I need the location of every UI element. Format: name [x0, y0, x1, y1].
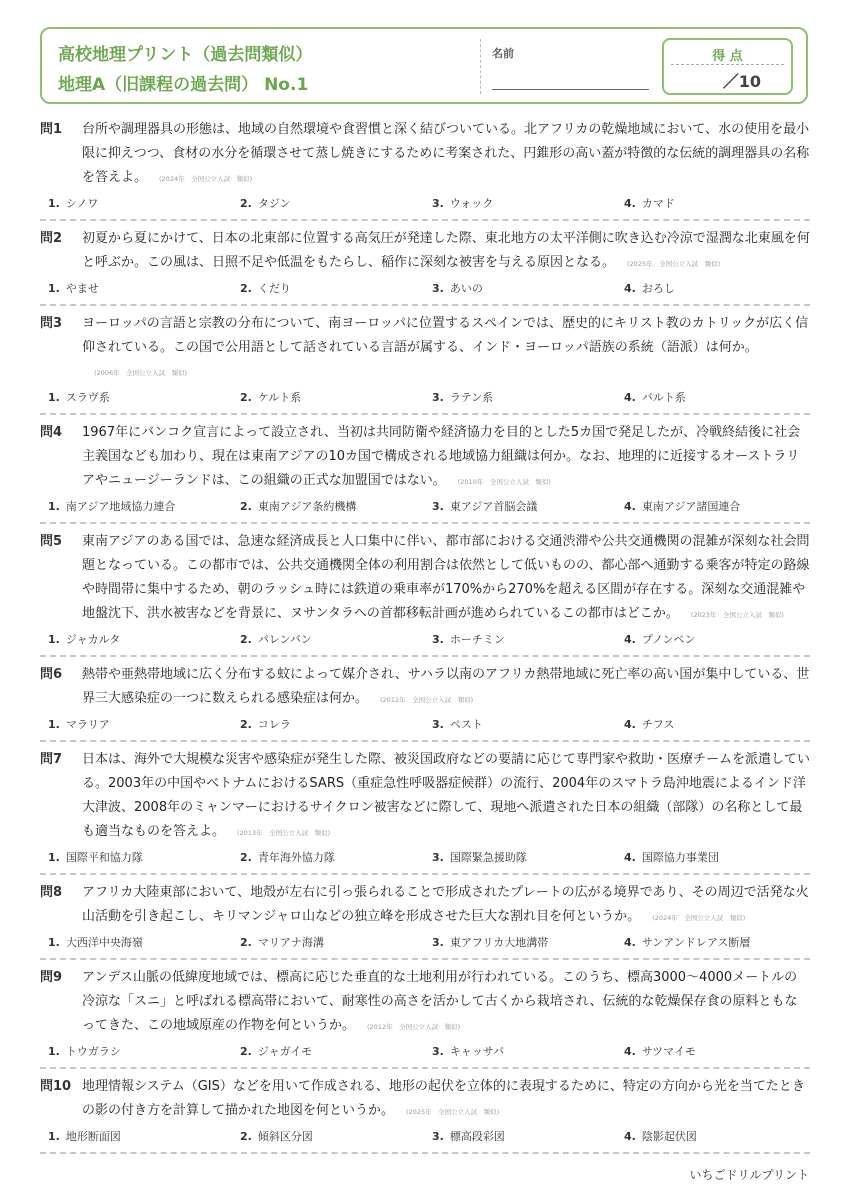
choice-text: キャッサバ	[449, 1045, 505, 1058]
question-source: (2025年 全国公立入試 類似)	[406, 1108, 500, 1116]
choice-text: おろし	[641, 282, 675, 295]
choice-number: 1.	[48, 500, 60, 513]
question-10	[40, 1075, 810, 1154]
question-stem	[40, 421, 810, 494]
question-body: ヨーロッパの言語と宗教の分布について、南ヨーロッパに位置するスペインでは、歴史的にキリスト教のカトリックが広く信仰されている。この国で公用語として話されている言語が属する、インド・ヨーロッパ語族の系統（語派）は何か。	[82, 316, 809, 355]
question-stem	[40, 966, 810, 1039]
question-text	[82, 312, 810, 385]
question-text	[82, 663, 810, 712]
choice-text: シノワ	[65, 197, 99, 210]
choice-text: 南アジア地域協力連合	[65, 500, 176, 513]
choice-text: ラテン系	[449, 391, 494, 404]
choice-text: 陰影起伏図	[641, 1130, 697, 1143]
score-divider	[671, 64, 784, 65]
choice-text: マラリア	[65, 718, 110, 731]
choice-row	[40, 389, 810, 407]
question-source: (2023年 全国公立入試 類似)	[690, 611, 784, 619]
choice-text: サツマイモ	[641, 1045, 696, 1058]
choice-text: 傾斜区分図	[257, 1130, 313, 1143]
choice-number: 1.	[48, 633, 60, 646]
choice-number: 3.	[432, 1045, 444, 1058]
choice-2[interactable]	[232, 716, 424, 734]
choice-3[interactable]	[424, 389, 616, 407]
question-number: 問2	[40, 231, 63, 246]
question-body: 熱帯や亜熱帯地域に広く分布する蚊によって媒介され、サハラ以南のアフリカ熱帯地域に死亡率の高い国が集中している、世界三大感染症の一つに数えられる感染症は何か。	[82, 667, 810, 706]
question-text	[82, 227, 810, 276]
footer-brand: いちごドリルプリント	[689, 1168, 809, 1182]
choice-4[interactable]	[616, 280, 808, 298]
choice-text: 東アジア首脳会議	[449, 500, 538, 513]
question-number: 問7	[40, 752, 63, 767]
question-stem	[40, 881, 810, 930]
choice-row	[40, 716, 810, 734]
question-source: (2024年 全国公立入試 類似)	[652, 914, 746, 922]
choice-number: 1.	[48, 1045, 60, 1058]
question-source: (2024年 全国公立入試 類似)	[159, 175, 253, 183]
score-value: ／10	[722, 72, 761, 91]
choice-row	[40, 934, 810, 952]
choice-row	[40, 1128, 810, 1146]
choice-text: ホーチミン	[449, 633, 505, 646]
choice-number: 2.	[240, 851, 252, 864]
choice-1[interactable]	[40, 631, 232, 649]
choice-3[interactable]	[424, 498, 616, 516]
choice-text: カマド	[641, 197, 675, 210]
question-body: 初夏から夏にかけて、日本の北東部に位置する高気圧が発達した際、東北地方の太平洋側に吹き込む冷涼で湿潤な北東風を何と呼ぶか。この風は、日照不足や低温をもたらし、稲作に深刻な被害を与える原因となる。	[82, 231, 810, 270]
choice-2[interactable]	[232, 934, 424, 952]
question-number: 問5	[40, 534, 63, 549]
choice-2[interactable]	[232, 280, 424, 298]
worksheet-title: 高校地理プリント（過去問類似）	[58, 45, 313, 65]
question-text	[82, 966, 810, 1039]
choice-text: チフス	[641, 718, 675, 731]
choice-number: 3.	[432, 500, 444, 513]
choice-number: 1.	[48, 936, 60, 949]
question-body: アンデス山脈の低緯度地域では、標高に応じた垂直的な土地利用が行われている。このうち、標高3000～4000メートルの冷涼な「スニ」と呼ばれる標高帯において、耐寒性の高さを活かして古くから栽培され、伝統的な乾燥保存食の原料ともなってきた、この地域原産の作物を何というか。	[82, 970, 798, 1033]
question-stem	[40, 748, 810, 845]
question-text	[82, 118, 810, 191]
question-list	[40, 118, 810, 1160]
choice-number: 4.	[624, 1130, 636, 1143]
choice-number: 4.	[624, 282, 636, 295]
question-body: 地理情報システム（GIS）などを用いて作成される、地形の起伏を立体的に表現するために、特定の方向から光を当てたときの影の付き方を計算して描かれた地図を何というか。	[82, 1079, 805, 1118]
question-stem	[40, 118, 810, 191]
question-8	[40, 881, 810, 960]
choice-2[interactable]	[232, 498, 424, 516]
question-3	[40, 312, 810, 415]
choice-number: 1.	[48, 282, 60, 295]
question-source: (2006年 全国公立入試 類似)	[94, 369, 188, 377]
choice-1[interactable]	[40, 1043, 232, 1061]
choice-number: 2.	[240, 282, 252, 295]
choice-1[interactable]	[40, 389, 232, 407]
choice-text: プノンペン	[641, 633, 696, 646]
choice-text: タジン	[257, 197, 291, 210]
choice-number: 3.	[432, 1130, 444, 1143]
choice-4[interactable]	[616, 389, 808, 407]
choice-text: サンアンドレアス断層	[641, 936, 751, 949]
question-4	[40, 421, 810, 524]
question-stem	[40, 530, 810, 627]
choice-number: 3.	[432, 391, 444, 404]
choice-1[interactable]	[40, 280, 232, 298]
question-text	[82, 1075, 810, 1124]
choice-number: 2.	[240, 1130, 252, 1143]
choice-2[interactable]	[232, 1128, 424, 1146]
choice-2[interactable]	[232, 389, 424, 407]
choice-text: パレンバン	[257, 633, 312, 646]
choice-number: 2.	[240, 391, 252, 404]
worksheet-subtitle: 地理A（旧課程の過去問） No.1	[58, 75, 309, 95]
choice-number: 2.	[240, 1045, 252, 1058]
header-box	[40, 27, 808, 104]
choice-1[interactable]	[40, 1128, 232, 1146]
choice-row	[40, 280, 810, 298]
choice-number: 1.	[48, 1130, 60, 1143]
choice-text: ジャガイモ	[257, 1045, 313, 1058]
choice-text: 東南アジア諸国連合	[641, 500, 741, 513]
question-source: (2012年 全国公立入試 類似)	[367, 1023, 461, 1031]
choice-3[interactable]	[424, 934, 616, 952]
choice-4[interactable]	[616, 716, 808, 734]
choice-3[interactable]	[424, 1128, 616, 1146]
choice-1[interactable]	[40, 498, 232, 516]
choice-text: 国際協力事業団	[641, 851, 719, 864]
choice-3[interactable]	[424, 1043, 616, 1061]
question-stem	[40, 312, 810, 385]
question-source: (2012年 全国公立入試 類似)	[380, 696, 474, 704]
choice-number: 4.	[624, 851, 636, 864]
choice-text: スラヴ系	[65, 391, 110, 404]
choice-4[interactable]	[616, 934, 808, 952]
choice-text: ケルト系	[257, 391, 302, 404]
choice-number: 3.	[432, 282, 444, 295]
choice-row	[40, 195, 810, 213]
question-number: 問4	[40, 425, 63, 440]
question-text	[82, 530, 810, 627]
score-box	[662, 38, 793, 95]
choice-text: ペスト	[449, 718, 483, 731]
choice-3[interactable]	[424, 195, 616, 213]
choice-2[interactable]	[232, 849, 424, 867]
question-source: (2013年 全国公立入試 類似)	[237, 829, 331, 837]
question-body: 1967年にバンコク宣言によって設立され、当初は共同防衛や経済協力を目的とした5カ国で発足したが、冷戦終結後に社会主義国なども加わり、現在は東南アジアの10カ国で構成される地域協力組織は何か。なお、地理的に近接するオーストラリアやニュージーランドは、この組織の正式な加盟国ではない。	[82, 425, 801, 488]
question-body: 東南アジアのある国では、急速な経済成長と人口集中に伴い、都市部における交通渋滞や公共交通機関の混雑が深刻な社会問題となっている。この都市では、公共交通機関全体の利用割合は依然として低いものの、都心部へ通勤する乗客が特定の路線や時間帯に集中するため、朝のラッシュ時には鉄道の乗車率が170%から270%を超える区間が存在する。深刻な交通混雑や地盤沈下、洪水被害などを背景に、ヌサンタラへの首都移転計画が進められているこの都市はどこか。	[82, 534, 810, 621]
choice-4[interactable]	[616, 849, 808, 867]
choice-1[interactable]	[40, 716, 232, 734]
choice-number: 4.	[624, 391, 636, 404]
choice-text: マリアナ海溝	[257, 936, 324, 949]
choice-row	[40, 631, 810, 649]
choice-text: 青年海外協力隊	[257, 851, 335, 864]
choice-text: 国際平和協力隊	[65, 851, 143, 864]
choice-2[interactable]	[232, 631, 424, 649]
question-5	[40, 530, 810, 657]
question-body: 日本は、海外で大規模な災害や感染症が発生した際、被災国政府などの要請に応じて専門家や救助・医療チームを派遣している。2003年の中国やベトナムにおけるSARS（重症急性呼吸器症候群）の流行、2004年のスマトラ島沖地震によるインド洋大津波、2008年のミャンマーにおけるサイクロン被害などに際して、現地へ派遣された日本の組織（部隊）の名称として最も適当なものを答えよ。	[82, 752, 811, 839]
name-label: 名前	[492, 47, 514, 60]
choice-number: 4.	[624, 936, 636, 949]
choice-number: 2.	[240, 197, 252, 210]
choice-number: 4.	[624, 718, 636, 731]
score-label: 得 点	[712, 49, 743, 64]
choice-4[interactable]	[616, 195, 808, 213]
choice-number: 1.	[48, 851, 60, 864]
choice-2[interactable]	[232, 195, 424, 213]
question-number: 問10	[40, 1079, 72, 1094]
choice-text: 東南アジア条約機構	[257, 500, 357, 513]
question-number: 問9	[40, 970, 63, 985]
choice-number: 2.	[240, 500, 252, 513]
choice-4[interactable]	[616, 631, 808, 649]
question-text	[82, 748, 810, 845]
question-2	[40, 227, 810, 306]
choice-number: 1.	[48, 718, 60, 731]
choice-text: バルト系	[641, 391, 686, 404]
choice-number: 3.	[432, 718, 444, 731]
choice-number: 2.	[240, 633, 252, 646]
choice-number: 2.	[240, 718, 252, 731]
choice-1[interactable]	[40, 934, 232, 952]
choice-text: 地形断面図	[65, 1130, 121, 1143]
choice-4[interactable]	[616, 1043, 808, 1061]
question-number: 問1	[40, 122, 63, 137]
choice-text: ジャカルタ	[65, 633, 121, 646]
choice-3[interactable]	[424, 849, 616, 867]
choice-number: 4.	[624, 633, 636, 646]
question-number: 問6	[40, 667, 63, 682]
question-stem	[40, 663, 810, 712]
question-1	[40, 118, 810, 221]
question-6	[40, 663, 810, 742]
question-text	[82, 881, 810, 930]
choice-number: 4.	[624, 197, 636, 210]
choice-row	[40, 849, 810, 867]
choice-1[interactable]	[40, 195, 232, 213]
choice-3[interactable]	[424, 631, 616, 649]
choice-text: あいの	[449, 282, 483, 295]
choice-number: 3.	[432, 633, 444, 646]
question-text	[82, 421, 810, 494]
choice-number: 3.	[432, 851, 444, 864]
question-body: 台所や調理器具の形態は、地域の自然環境や食習慣と深く結びついている。北アフリカの乾燥地域において、水の使用を最小限に抑えつつ、食材の水分を循環させて蒸し焼きにするために考案された、円錐形の高い蓋が特徴的な伝統的調理器具の名称を答えよ。	[82, 122, 810, 185]
choice-text: 大西洋中央海嶺	[65, 936, 143, 949]
question-stem	[40, 1075, 810, 1124]
choice-text: ウォック	[449, 197, 494, 210]
question-source: (2025年 全国公立入試 類似)	[627, 260, 721, 268]
header-divider	[480, 39, 481, 94]
question-stem	[40, 227, 810, 276]
choice-3[interactable]	[424, 716, 616, 734]
choice-number: 3.	[432, 936, 444, 949]
choice-number: 4.	[624, 1045, 636, 1058]
choice-row	[40, 1043, 810, 1061]
choice-number: 4.	[624, 500, 636, 513]
choice-1[interactable]	[40, 849, 232, 867]
question-number: 問8	[40, 885, 63, 900]
choice-text: 東アフリカ大地溝帯	[449, 936, 549, 949]
name-field[interactable]	[492, 89, 649, 90]
choice-text: くだり	[257, 282, 291, 295]
choice-text: トウガラシ	[65, 1045, 121, 1058]
question-body: アフリカ大陸東部において、地殻が左右に引っ張られることで形成されたプレートの広がる境界であり、その周辺で活発な火山活動を引き起こし、キリマンジャロ山などの独立峰を形成させた巨大な割れ目を何というか。	[82, 885, 809, 924]
choice-row	[40, 498, 810, 516]
question-7	[40, 748, 810, 875]
question-9	[40, 966, 810, 1069]
choice-number: 3.	[432, 197, 444, 210]
choice-number: 1.	[48, 197, 60, 210]
question-source: (2010年 全国公立入試 類似)	[457, 478, 551, 486]
question-number: 問3	[40, 316, 63, 331]
choice-number: 2.	[240, 936, 252, 949]
choice-text: コレラ	[257, 718, 291, 731]
choice-text: 標高段彩図	[449, 1130, 505, 1143]
choice-4[interactable]	[616, 1128, 808, 1146]
choice-2[interactable]	[232, 1043, 424, 1061]
choice-number: 1.	[48, 391, 60, 404]
choice-text: やませ	[65, 282, 99, 295]
choice-4[interactable]	[616, 498, 808, 516]
choice-text: 国際緊急援助隊	[449, 851, 527, 864]
choice-3[interactable]	[424, 280, 616, 298]
